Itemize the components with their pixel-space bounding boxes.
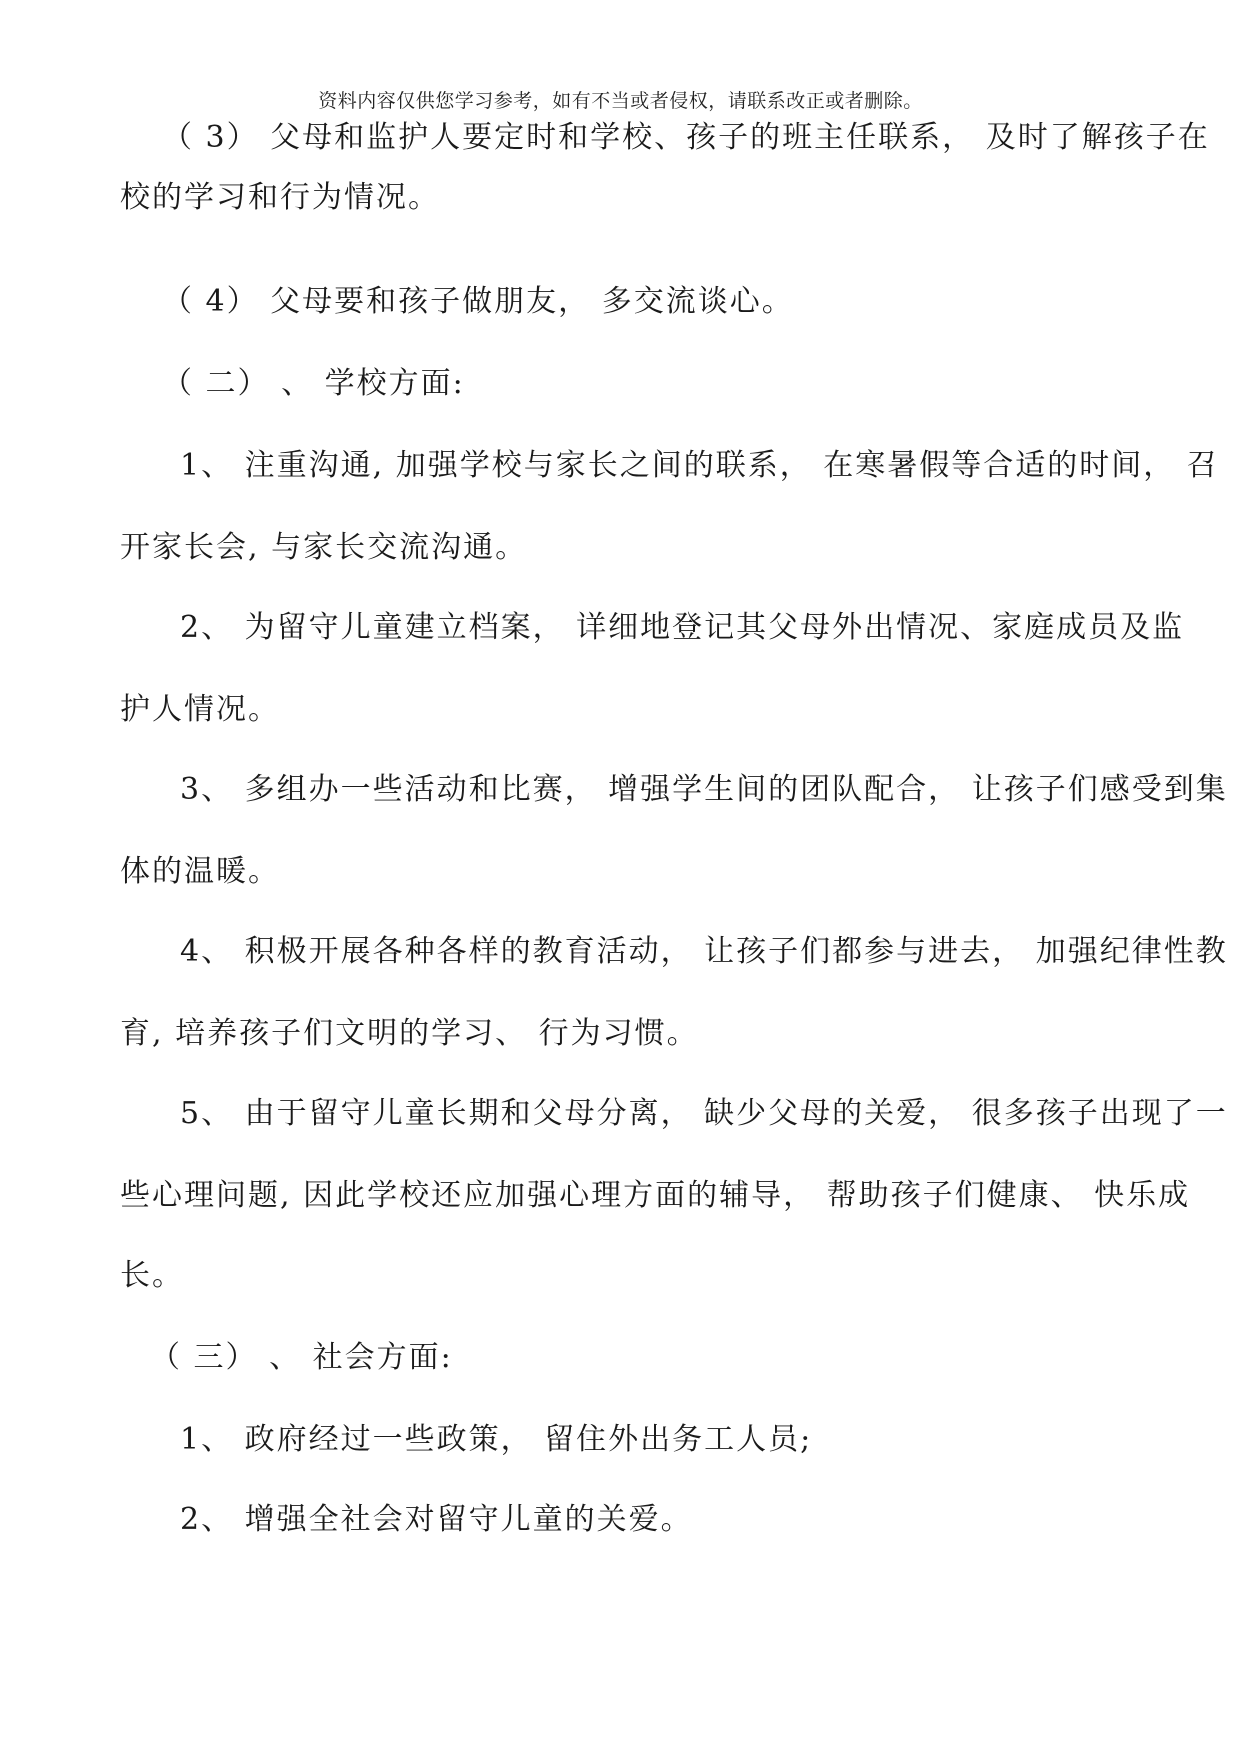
paragraph-line: 体的温暖。 — [120, 854, 280, 889]
paragraph-line: 些心理问题, 因此学校还应加强心理方面的辅导， 帮助孩子们健康、 快乐成 — [120, 1178, 1191, 1213]
paragraph-line: 2、 增强全社会对留守儿童的关爱。 — [180, 1502, 693, 1537]
section-heading: （ 二） 、 学校方面: — [162, 366, 465, 401]
paragraph-line: 5、 由于留守儿童长期和父母分离， 缺少父母的关爱， 很多孩子出现了一 — [180, 1096, 1228, 1131]
paragraph-line: 校的学习和行为情况。 — [120, 180, 440, 215]
paragraph-line: 开家长会, 与家长交流沟通。 — [120, 530, 528, 565]
paragraph-line: 1、 政府经过一些政策， 留住外出务工人员; — [180, 1422, 813, 1457]
paragraph-line: 4、 积极开展各种各样的教育活动， 让孩子们都参与进去， 加强纪律性教 — [180, 934, 1228, 969]
header-note: 资料内容仅供您学习参考，如有不当或者侵权，请联系改正或者删除。 — [318, 90, 923, 112]
paragraph-line: 3、 多组办一些活动和比赛， 增强学生间的团队配合， 让孩子们感受到集 — [180, 772, 1228, 807]
section-heading: （ 三） 、 社会方面: — [150, 1340, 453, 1375]
paragraph-line: （ 3） 父母和监护人要定时和学校、孩子的班主任联系， 及时了解孩子在 — [162, 120, 1210, 155]
paragraph-line: 长。 — [120, 1258, 184, 1293]
paragraph-line: 护人情况。 — [120, 692, 280, 727]
paragraph-line: 育, 培养孩子们文明的学习、 行为习惯。 — [120, 1016, 699, 1051]
paragraph-line: 2、 为留守儿童建立档案， 详细地登记其父母外出情况、家庭成员及监 — [180, 610, 1185, 645]
paragraph-line: 1、 注重沟通, 加强学校与家长之间的联系， 在寒暑假等合适的时间， 召 — [180, 448, 1219, 483]
paragraph-line: （ 4） 父母要和孩子做朋友， 多交流谈心。 — [162, 284, 794, 319]
